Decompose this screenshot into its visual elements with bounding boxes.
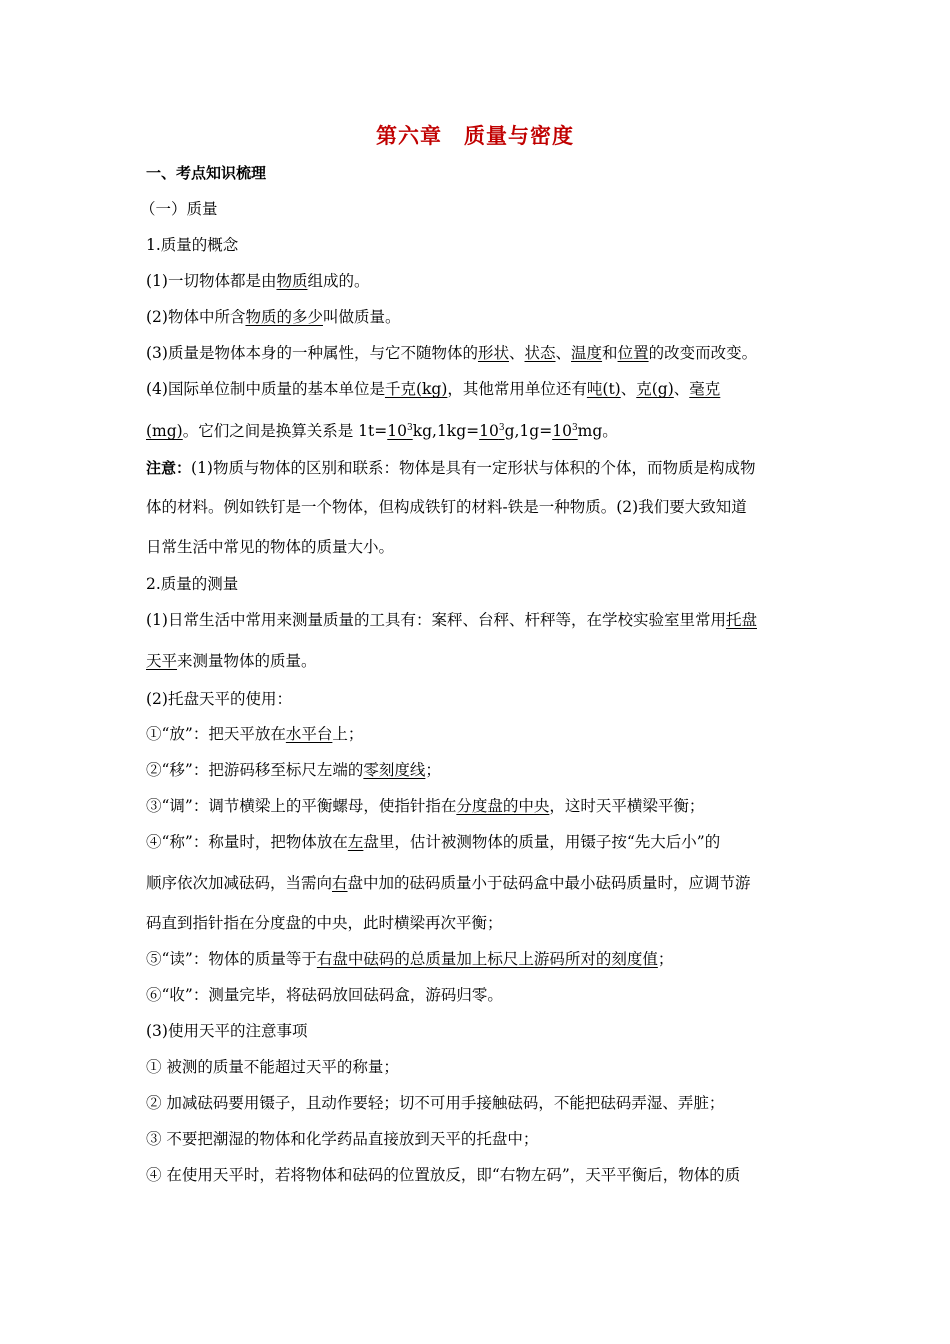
note-line: 体的材料。例如铁钉是一个物体，但构成铁钉的材料-铁是一种物质。(2)我们要大致知道 bbox=[146, 498, 747, 516]
blank-answer: $10^3$ bbox=[479, 422, 505, 440]
blank-answer: 吨(t) bbox=[586, 380, 621, 398]
list-item: ① 被测的质量不能超过天平的称量； bbox=[146, 1058, 399, 1076]
step-line: ②“移”：把游码移至标尺左端的零刻度线； bbox=[146, 761, 441, 779]
text-line: (mg)。它们之间是换算关系是 $1t=10^3kg,1kg=10^3g,1g=10^3mg$。 bbox=[146, 422, 618, 440]
blank-answer: 右盘中砝码的总质量加上标尺上游码所对的刻度值 bbox=[316, 950, 658, 968]
subsection-heading: （一）质量 bbox=[140, 200, 218, 218]
section-heading: 一、考点知识梳理 bbox=[146, 164, 267, 182]
chapter-title bbox=[0, 120, 950, 150]
text-line: (2)托盘天平的使用： bbox=[146, 690, 292, 708]
list-item: ③ 不要把潮湿的物体和化学药品直接放到天平的托盘中； bbox=[146, 1130, 539, 1148]
text-line: (2)物体中所含物质的多少叫做质量。 bbox=[146, 308, 401, 326]
paragraph-heading: 2.质量的测量 bbox=[146, 575, 239, 593]
text-line: (1)日常生活中常用来测量质量的工具有：案秤、台秤、杆秤等，在学校实验室里常用托盘 bbox=[146, 611, 757, 629]
blank-answer: 水平台 bbox=[285, 725, 333, 743]
step-line: 码直到指针指在分度盘的中央，此时横梁再次平衡； bbox=[146, 914, 503, 932]
blank-answer: (mg) bbox=[146, 422, 183, 440]
note-label: 注意： bbox=[146, 459, 192, 477]
blank-answer: 毫克 bbox=[689, 380, 721, 398]
blank-answer: 克(g) bbox=[636, 380, 674, 398]
step-line: ③“调”：调节横梁上的平衡螺母，使指针指在分度盘的中央，这时天平横梁平衡； bbox=[146, 797, 705, 815]
blank-answer: 温度 bbox=[571, 344, 603, 362]
blank-answer: 物质的多少 bbox=[245, 308, 323, 326]
blank-answer: 天平 bbox=[146, 652, 178, 670]
note-line: 注意：(1)物质与物体的区别和联系：物体是具有一定形状与体积的个体，而物质是构成物 bbox=[146, 459, 756, 477]
blank-answer: 状态 bbox=[524, 344, 556, 362]
step-line: ⑥“收”：测量完毕，将砝码放回砝码盒，游码归零。 bbox=[146, 986, 503, 1004]
chapter-number: 第六章 bbox=[376, 124, 442, 148]
note-line: 日常生活中常见的物体的质量大小。 bbox=[146, 538, 395, 556]
blank-answer: 分度盘的中央 bbox=[456, 797, 550, 815]
step-line: ①“放”：把天平放在水平台上； bbox=[146, 725, 364, 743]
text-line: 天平来测量物体的质量。 bbox=[146, 652, 317, 670]
blank-answer: 千克(kg) bbox=[384, 380, 448, 398]
blank-answer: 零刻度线 bbox=[363, 761, 426, 779]
text-line: (4)国际单位制中质量的基本单位是千克(kg)，其他常用单位还有吨(t)、克(g)、毫克 bbox=[146, 380, 721, 398]
text-line: (3)使用天平的注意事项 bbox=[146, 1022, 308, 1040]
paragraph-heading: 1.质量的概念 bbox=[146, 236, 239, 254]
step-line: ④“称”：称量时，把物体放在左盘里，估计被测物体的质量，用镊子按“先大后小”的 bbox=[146, 833, 721, 851]
blank-answer: $10^3$ bbox=[552, 422, 578, 440]
step-line: ⑤“读”：物体的质量等于右盘中砝码的总质量加上标尺上游码所对的刻度值； bbox=[146, 950, 674, 968]
list-item: ② 加减砝码要用镊子，且动作要轻；切不可用手接触砝码，不能把砝码弄湿、弄脏； bbox=[146, 1094, 725, 1112]
step-line: 顺序依次加减砝码，当需向右盘中加的砝码质量小于砝码盒中最小砝码质量时，应调节游 bbox=[146, 874, 751, 892]
chapter-topic: 质量与密度 bbox=[464, 124, 574, 148]
blank-answer: $10^3$ bbox=[387, 422, 413, 440]
blank-answer: 托盘 bbox=[725, 611, 757, 629]
blank-answer: 右 bbox=[332, 874, 348, 892]
blank-answer: 位置 bbox=[617, 344, 649, 362]
text-line: (3)质量是物体本身的一种属性，与它不随物体的形状、状态、温度和位置的改变而改变。 bbox=[146, 344, 758, 362]
blank-answer: 形状 bbox=[477, 344, 509, 362]
text-line: (1)一切物体都是由物质组成的。 bbox=[146, 272, 370, 290]
blank-answer: 左 bbox=[347, 833, 364, 851]
blank-answer: 物质 bbox=[276, 272, 308, 290]
list-item: ④ 在使用天平时，若将物体和砝码的位置放反，即“右物左码”，天平平衡后，物体的质 bbox=[146, 1166, 741, 1184]
